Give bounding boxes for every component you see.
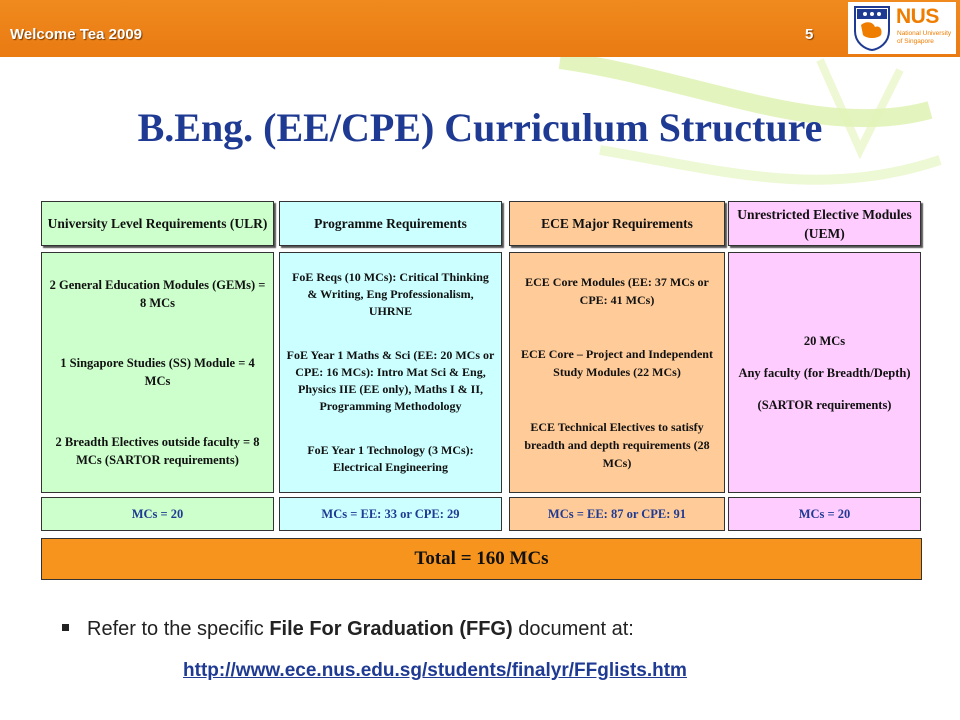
nus-logo: [848, 2, 956, 54]
nus-crest-icon: [853, 5, 891, 51]
ffg-link[interactable]: http://www.ece.nus.edu.sg/students/finalyr/FFglists.htm: [183, 660, 687, 681]
uem-header: [728, 201, 921, 246]
ulr-header-label: University Level Requirements (ULR): [47, 216, 268, 231]
uem-mcs-label: MCs = 20: [798, 506, 851, 521]
logo-wordmark: NUS: [896, 5, 939, 28]
ulr-item: 2 Breadth Electives outside faculty = 8 MCs (SARTOR requirements): [55, 434, 260, 467]
ulr-item: 2 General Education Modules (GEMs) = 8 MCs: [49, 278, 266, 311]
programme-body: [279, 252, 502, 493]
note-prefix: Refer to the specific: [87, 618, 270, 640]
uem-item: (SARTOR requirements): [757, 397, 892, 412]
ece-major-header-label: ECE Major Requirements: [541, 216, 693, 231]
programme-item: FoE Year 1 Maths & Sci (EE: 20 MCs or CPE: 16 MCs): Intro Mat Sci & Eng, Physics IIE (EE only), Maths I & II, Programming Methodology: [286, 347, 495, 413]
page-number: 5: [805, 26, 814, 43]
programme-mcs: [279, 497, 502, 531]
ulr-mcs: [41, 497, 274, 531]
uem-body: [728, 252, 921, 493]
ece-major-mcs: [509, 497, 725, 531]
ece-major-header: [509, 201, 725, 246]
uem-item: 20 MCs: [803, 333, 846, 348]
uem-mcs: [728, 497, 921, 531]
ulr-mcs-label: MCs = 20: [131, 506, 184, 521]
programme-item: FoE Reqs (10 MCs): Critical Thinking & Writing, Eng Professionalism, UHRNE: [292, 269, 489, 318]
note-bold: File For Graduation (FFG): [269, 618, 513, 640]
programme-header: [279, 201, 502, 246]
ece-major-body: [509, 252, 725, 493]
ece-major-item: ECE Core – Project and Independent Study Modules (22 MCs): [521, 347, 713, 380]
logo-subtitle: National University of Singapore: [897, 30, 952, 45]
total-mcs: [41, 538, 922, 580]
programme-mcs-label: MCs = EE: 33 or CPE: 29: [321, 506, 460, 521]
programme-item: FoE Year 1 Technology (3 MCs): Electrical Engineering: [307, 443, 474, 475]
uem-item: Any faculty (for Breadth/Depth): [738, 365, 911, 380]
ece-major-mcs-label: MCs = EE: 87 or CPE: 91: [547, 506, 687, 521]
programme-header-label: Programme Requirements: [314, 216, 467, 231]
event-title: Welcome Tea 2009: [10, 26, 143, 43]
total-mcs-label: Total = 160 MCs: [414, 548, 549, 569]
ulr-body: [41, 252, 274, 493]
ulr-header: [41, 201, 274, 246]
ece-major-item: ECE Core Modules (EE: 37 MCs or CPE: 41 MCs): [525, 275, 709, 308]
note-suffix: document at:: [512, 618, 634, 640]
bullet-icon: [62, 624, 69, 631]
ffg-note: [62, 618, 922, 641]
ece-major-item: ECE Technical Electives to satisfy breadth and depth requirements (28 MCs): [524, 419, 710, 470]
ulr-item: 1 Singapore Studies (SS) Module = 4 MCs: [60, 356, 255, 389]
slide-title: B.Eng. (EE/CPE) Curriculum Structure: [137, 105, 823, 150]
uem-header-label: Unrestricted Elective Modules (UEM): [737, 206, 912, 241]
top-banner: [0, 0, 960, 57]
